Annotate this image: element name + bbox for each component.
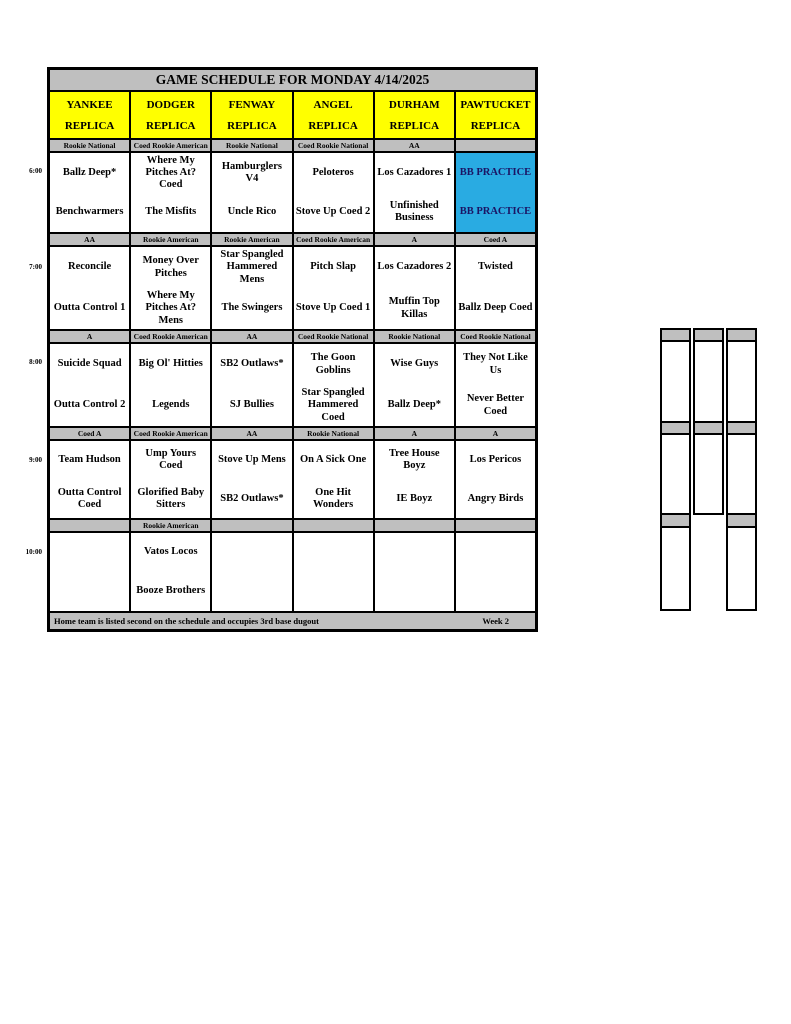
- field-header-yankee: [50, 92, 131, 138]
- team-home: Muffin Top Killas: [388, 296, 440, 320]
- game-cell: [294, 441, 375, 518]
- team-home: Ballz Deep Coed: [458, 302, 533, 314]
- division-cell: Rookie National: [212, 140, 293, 151]
- division-cell: Coed Rookie American: [131, 428, 212, 439]
- team-home: [456, 572, 535, 611]
- game-cell: [212, 247, 293, 329]
- game-cell: [212, 441, 293, 518]
- team-away: Suicide Squad: [57, 358, 122, 370]
- game-cell: [375, 247, 456, 329]
- blank-strip: [662, 515, 689, 528]
- team-away: Stove Up Mens: [218, 454, 286, 466]
- division-cell: Rookie American: [131, 234, 212, 245]
- blank-cell: [728, 435, 755, 515]
- field-subname: REPLICA: [389, 119, 440, 132]
- division-strip-row-7pm: [50, 234, 535, 247]
- blank-strip: [695, 423, 722, 435]
- division-cell: Rookie National: [375, 331, 456, 342]
- game-cell: [375, 344, 456, 426]
- team-home: BB PRACTICE: [459, 206, 532, 218]
- division-cell: Coed Rookie National: [456, 331, 535, 342]
- game-cell: [456, 247, 535, 329]
- division-cell: Coed A: [50, 428, 131, 439]
- team-away: Los Cazadores 2: [377, 261, 452, 273]
- blank-cell: [728, 342, 755, 423]
- team-home: [375, 572, 454, 611]
- team-away: Ump Yours Coed: [145, 448, 197, 472]
- team-home: Outta Control 1: [53, 302, 126, 314]
- time-label-7pm: 7:00: [29, 263, 42, 271]
- team-away: Team Hudson: [58, 454, 121, 466]
- game-cell: [50, 533, 131, 611]
- game-cell: [212, 533, 293, 611]
- field-name: DODGER: [146, 98, 195, 111]
- division-cell: A: [456, 428, 535, 439]
- game-cell: [50, 441, 131, 518]
- team-home: One Hit Wonders: [312, 486, 354, 510]
- blank-cell: [662, 342, 689, 423]
- division-cell: [50, 520, 131, 531]
- blank-cell: [695, 342, 722, 423]
- game-cell: [212, 344, 293, 426]
- team-away: Vatos Locos: [143, 546, 198, 558]
- game-cell: [50, 153, 131, 232]
- game-cell: [294, 153, 375, 232]
- division-cell: [294, 520, 375, 531]
- game-cell: [294, 344, 375, 426]
- blank-strip: [662, 330, 689, 342]
- footer-row: [50, 613, 535, 629]
- team-away: Twisted: [478, 261, 513, 273]
- game-row-7pm: [50, 247, 535, 331]
- team-away: [212, 533, 291, 572]
- game-cell: [456, 533, 535, 611]
- division-cell: Coed Rookie American: [294, 234, 375, 245]
- division-cell: Coed Rookie National: [294, 140, 375, 151]
- blank-grid-column-2: [693, 328, 724, 515]
- blank-strip: [662, 423, 689, 435]
- field-header-pawtucket: [456, 92, 535, 138]
- team-home: Where My Pitches At? Mens: [145, 290, 196, 326]
- week-label: Week 2: [482, 616, 509, 626]
- game-cell: [375, 153, 456, 232]
- team-away: Pitch Slap: [310, 261, 356, 273]
- game-row-9pm: [50, 441, 535, 520]
- team-away: Tree House Boyz: [388, 448, 440, 472]
- team-away: Los Cazadores 1: [377, 166, 452, 178]
- division-cell: [456, 520, 535, 531]
- team-away: Big Ol' Hitties: [138, 358, 203, 370]
- team-home: IE Boyz: [396, 492, 433, 504]
- division-cell: Rookie National: [294, 428, 375, 439]
- field-name: DURHAM: [388, 98, 440, 111]
- division-cell: Rookie National: [50, 140, 131, 151]
- team-home: Never Better Coed: [466, 393, 525, 417]
- game-cell: [375, 441, 456, 518]
- field-subname: REPLICA: [64, 119, 115, 132]
- division-strip-row-6pm: [50, 140, 535, 153]
- game-row-8pm: [50, 344, 535, 428]
- team-away: Los Pericos: [469, 454, 522, 466]
- division-cell: Coed Rookie National: [294, 331, 375, 342]
- division-cell: Coed Rookie American: [131, 331, 212, 342]
- team-home: SJ Bullies: [229, 399, 274, 411]
- division-cell: Rookie American: [131, 520, 212, 531]
- team-home: Stove Up Coed 2: [295, 206, 371, 218]
- game-cell: [50, 344, 131, 426]
- game-cell: [294, 247, 375, 329]
- team-home: Benchwarmers: [55, 206, 124, 218]
- team-home: Unfinished Business: [389, 200, 439, 224]
- game-cell: [131, 153, 212, 232]
- field-name: ANGEL: [313, 98, 353, 111]
- team-home: Star Spangled Hammered Coed: [301, 387, 365, 423]
- division-strip-row-9pm: [50, 428, 535, 441]
- team-away: Peloteros: [312, 166, 354, 178]
- game-cell: [375, 533, 456, 611]
- time-label-9pm: 9:00: [29, 456, 42, 464]
- field-name: YANKEE: [66, 98, 113, 111]
- time-label-8pm: 8:00: [29, 358, 42, 366]
- blank-grid-column-3: [726, 328, 757, 611]
- team-home: The Misfits: [145, 206, 197, 218]
- team-home: Legends: [152, 399, 190, 411]
- division-cell: AA: [212, 428, 293, 439]
- team-away: Star Spangled Hammered Mens: [220, 249, 284, 285]
- game-cell: [131, 441, 212, 518]
- division-cell: A: [375, 428, 456, 439]
- division-cell: A: [50, 331, 131, 342]
- division-cell: AA: [50, 234, 131, 245]
- field-header-fenway: [212, 92, 293, 138]
- team-home: Ballz Deep*: [387, 399, 441, 411]
- division-cell: [375, 520, 456, 531]
- team-away: Ballz Deep*: [62, 166, 117, 178]
- blank-cell: [695, 435, 722, 513]
- division-cell: AA: [212, 331, 293, 342]
- team-home: Glorified Baby Sitters: [137, 486, 205, 510]
- team-home: Outta Control 2: [53, 399, 126, 411]
- blank-strip: [728, 423, 755, 435]
- blank-grid-column-1: [660, 328, 691, 611]
- game-cell: [131, 533, 212, 611]
- game-cell: [456, 441, 535, 518]
- team-home: The Swingers: [221, 302, 283, 314]
- blank-cell: [728, 528, 755, 609]
- team-away: On A Sick One: [299, 454, 367, 466]
- blank-strip: [695, 330, 722, 342]
- team-home: SB2 Outlaws*: [220, 492, 284, 504]
- game-cell: [294, 533, 375, 611]
- team-home: Stove Up Coed 1: [295, 302, 371, 314]
- division-cell: Coed A: [456, 234, 535, 245]
- team-away: BB PRACTICE: [459, 166, 532, 178]
- home-team-note: Home team is listed second on the schedule and occupies 3rd base dugout: [54, 616, 319, 626]
- field-name: FENWAY: [228, 98, 276, 111]
- team-away: Hamburglers V4: [221, 160, 282, 184]
- field-header-row: [50, 92, 535, 140]
- field-header-angel: [294, 92, 375, 138]
- field-name: PAWTUCKET: [460, 98, 531, 111]
- team-away: Wise Guys: [390, 358, 439, 370]
- division-cell: AA: [375, 140, 456, 151]
- team-away: Money Over Pitches: [142, 255, 199, 279]
- field-header-dodger: [131, 92, 212, 138]
- division-strip-row-8pm: [50, 331, 535, 344]
- game-schedule-table: [47, 67, 538, 632]
- team-away: [50, 533, 129, 572]
- division-strip-row-10pm: [50, 520, 535, 533]
- team-away: [375, 533, 454, 572]
- game-cell: [50, 247, 131, 329]
- game-cell: [131, 344, 212, 426]
- team-away: They Not Like Us: [463, 352, 528, 376]
- field-subname: REPLICA: [308, 119, 358, 132]
- blank-cell: [662, 528, 689, 609]
- game-cell: [456, 344, 535, 426]
- team-away: SB2 Outlaws*: [220, 358, 284, 370]
- team-away: [294, 533, 373, 572]
- team-home: Outta Control Coed: [57, 486, 122, 510]
- team-home: [294, 572, 373, 611]
- division-cell: Coed Rookie American: [131, 140, 212, 151]
- division-cell: Rookie American: [212, 234, 293, 245]
- team-home: Angry Birds: [467, 492, 524, 504]
- team-away: [456, 533, 535, 572]
- team-away: Where My Pitches At? Coed: [145, 154, 196, 190]
- team-away: The Goon Goblins: [310, 352, 356, 376]
- blank-strip: [728, 330, 755, 342]
- field-subname: REPLICA: [470, 119, 521, 132]
- team-home: Uncle Rico: [227, 206, 277, 218]
- blank-cell: [662, 435, 689, 515]
- time-label-10pm: 10:00: [25, 548, 42, 556]
- field-subname: REPLICA: [227, 119, 277, 132]
- team-home: [212, 572, 291, 611]
- division-cell: [456, 140, 535, 151]
- division-cell: A: [375, 234, 456, 245]
- division-cell: [212, 520, 293, 531]
- practice-cell: [456, 153, 535, 232]
- team-home: [50, 572, 129, 611]
- team-away: Reconcile: [68, 261, 112, 273]
- team-home: Booze Brothers: [136, 585, 206, 597]
- blank-strip: [728, 515, 755, 528]
- game-cell: [212, 153, 293, 232]
- field-subname: REPLICA: [146, 119, 196, 132]
- schedule-title: GAME SCHEDULE FOR MONDAY 4/14/2025: [50, 70, 535, 92]
- field-header-durham: [375, 92, 456, 138]
- game-cell: [131, 247, 212, 329]
- game-row-10pm: [50, 533, 535, 613]
- game-row-6pm: [50, 153, 535, 234]
- time-label-6pm: 6:00: [29, 167, 42, 175]
